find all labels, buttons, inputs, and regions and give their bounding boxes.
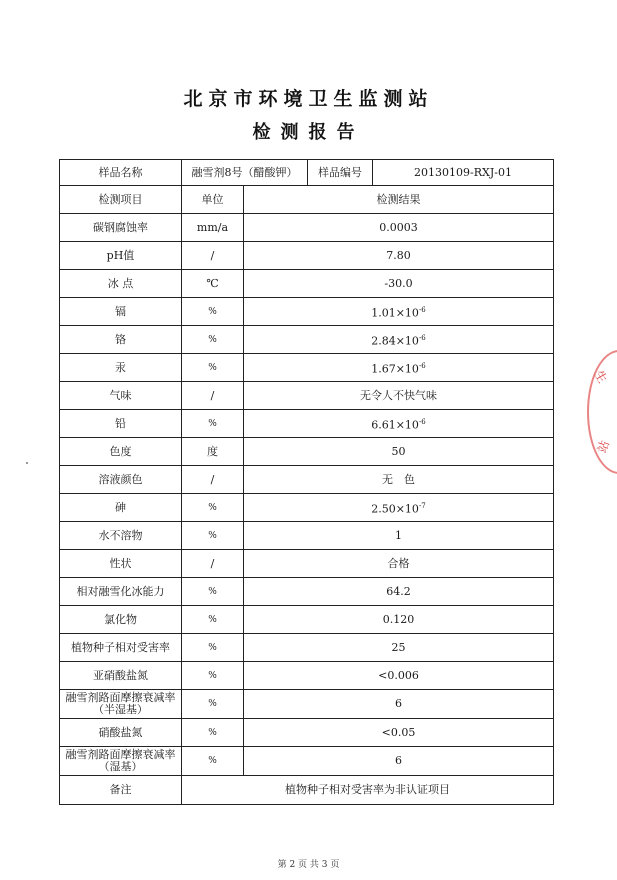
result-item-label: 水不溶物 (98, 528, 143, 542)
result-row (60, 270, 554, 298)
result-unit: % (182, 494, 244, 522)
result-unit: mm/a (182, 214, 244, 242)
result-unit: % (182, 410, 244, 438)
report-title: 检测报告 (252, 122, 365, 143)
result-item-label: 气味 (109, 388, 132, 402)
result-exponent: -6 (418, 305, 426, 314)
result-unit: ℃ (182, 270, 244, 298)
result-unit: % (182, 662, 244, 690)
result-unit: % (182, 354, 244, 382)
scan-speck (26, 462, 28, 464)
result-unit: / (182, 242, 244, 270)
result-row (60, 438, 554, 466)
result-row (60, 326, 554, 354)
org-title: 北京市环境卫生监测站 (183, 88, 434, 110)
result-item (60, 326, 182, 354)
result-item-label: 汞 (115, 360, 126, 374)
result-value: 1 (244, 522, 554, 550)
result-unit: 度 (182, 438, 244, 466)
column-header-item: 检测项目 (60, 186, 182, 214)
sample-id-label: 样品编号 (308, 160, 373, 186)
result-row (60, 578, 554, 606)
result-item (60, 634, 182, 662)
result-mantissa: 1.67×10 (371, 362, 419, 376)
result-value (244, 326, 554, 354)
result-row (60, 550, 554, 578)
result-row (60, 382, 554, 410)
result-unit: % (182, 747, 244, 776)
result-item (60, 550, 182, 578)
result-item (60, 494, 182, 522)
result-item (60, 662, 182, 690)
result-exponent: -6 (418, 417, 426, 426)
result-exponent: -6 (418, 333, 426, 342)
result-unit: % (182, 719, 244, 747)
result-value: 6 (244, 690, 554, 719)
result-value: 7.80 (244, 242, 554, 270)
column-header-unit: 单位 (182, 186, 244, 214)
result-item-label: 融雪剂路面摩擦衰减率 (65, 691, 176, 704)
result-unit: % (182, 578, 244, 606)
result-value: <0.05 (244, 719, 554, 747)
result-value: 0.0003 (244, 214, 554, 242)
result-item-label: 冰 点 (107, 276, 134, 290)
sample-name-label: 样品名称 (60, 160, 182, 186)
result-item (60, 382, 182, 410)
result-row (60, 690, 554, 719)
sample-name-value: 融雪剂8号（醋酸钾） (182, 160, 308, 186)
result-mantissa: 2.50×10 (371, 502, 419, 516)
result-unit: % (182, 298, 244, 326)
result-value (244, 410, 554, 438)
result-value: 25 (244, 634, 554, 662)
result-unit: % (182, 634, 244, 662)
result-item (60, 214, 182, 242)
result-value: 6 (244, 747, 554, 776)
result-item (60, 690, 182, 719)
result-value: 合格 (244, 550, 554, 578)
result-unit: / (182, 382, 244, 410)
result-item-label: 融雪剂路面摩擦衰减率 (65, 748, 176, 761)
result-value: 0.120 (244, 606, 554, 634)
result-item-sublabel: （半湿基） (93, 703, 148, 716)
result-item-label: 性状 (109, 556, 132, 570)
result-item-label: 铅 (115, 416, 126, 430)
result-item-label: 铬 (115, 332, 126, 346)
page-number: 第 2 页 共 3 页 (277, 860, 340, 870)
result-item-label: pH值 (106, 248, 135, 262)
result-value (244, 298, 554, 326)
result-item-label: 碳钢腐蚀率 (93, 220, 148, 234)
result-item-label: 溶液颜色 (98, 472, 143, 486)
result-mantissa: 2.84×10 (371, 334, 419, 348)
report-table (59, 159, 554, 805)
result-row (60, 606, 554, 634)
note-value: 植物种子相对受害率为非认证项目 (182, 776, 554, 805)
stamp-text: 站 (594, 438, 613, 455)
result-row (60, 466, 554, 494)
result-row (60, 242, 554, 270)
result-item-label: 砷 (115, 500, 126, 514)
result-row (60, 410, 554, 438)
result-item (60, 242, 182, 270)
result-unit: % (182, 522, 244, 550)
result-row (60, 298, 554, 326)
sample-id-value: 20130109-RXJ-01 (373, 160, 554, 186)
result-row (60, 719, 554, 747)
result-item (60, 606, 182, 634)
result-item-label: 镉 (115, 304, 126, 318)
result-item (60, 270, 182, 298)
result-item (60, 719, 182, 747)
result-item (60, 747, 182, 776)
result-item (60, 466, 182, 494)
result-unit: % (182, 606, 244, 634)
result-exponent: -6 (418, 361, 426, 370)
results-body (60, 214, 554, 776)
result-row (60, 522, 554, 550)
result-row (60, 747, 554, 776)
result-item (60, 438, 182, 466)
result-mantissa: 6.61×10 (371, 418, 419, 432)
result-value (244, 494, 554, 522)
result-row (60, 662, 554, 690)
column-header-result: 检测结果 (244, 186, 554, 214)
result-item (60, 298, 182, 326)
result-unit: / (182, 550, 244, 578)
sample-info-row (60, 160, 554, 186)
result-value: <0.006 (244, 662, 554, 690)
result-item-label: 植物种子相对受害率 (71, 640, 170, 654)
result-unit: / (182, 466, 244, 494)
note-row (60, 776, 554, 805)
result-exponent: -7 (418, 501, 426, 510)
note-label: 备注 (60, 776, 182, 805)
result-value: 无 色 (244, 466, 554, 494)
result-item (60, 522, 182, 550)
result-unit: % (182, 690, 244, 719)
result-item-sublabel: （湿基） (98, 760, 143, 773)
result-item (60, 354, 182, 382)
result-item (60, 578, 182, 606)
result-item-label: 亚硝酸盐氮 (93, 668, 148, 682)
result-item-label: 氯化物 (104, 612, 137, 626)
result-row (60, 354, 554, 382)
result-item-label: 色度 (109, 444, 132, 458)
result-row (60, 634, 554, 662)
result-value (244, 354, 554, 382)
stamp-text: 生 (591, 368, 610, 386)
result-unit: % (182, 326, 244, 354)
result-value: -30.0 (244, 270, 554, 298)
result-row (60, 214, 554, 242)
column-header-row (60, 186, 554, 214)
result-item-label: 相对融雪化冰能力 (76, 584, 165, 598)
result-item-label: 硝酸盐氮 (98, 725, 143, 739)
result-value: 无令人不快气味 (244, 382, 554, 410)
result-value: 64.2 (244, 578, 554, 606)
result-row (60, 494, 554, 522)
result-value: 50 (244, 438, 554, 466)
result-mantissa: 1.01×10 (371, 306, 419, 320)
result-item (60, 410, 182, 438)
